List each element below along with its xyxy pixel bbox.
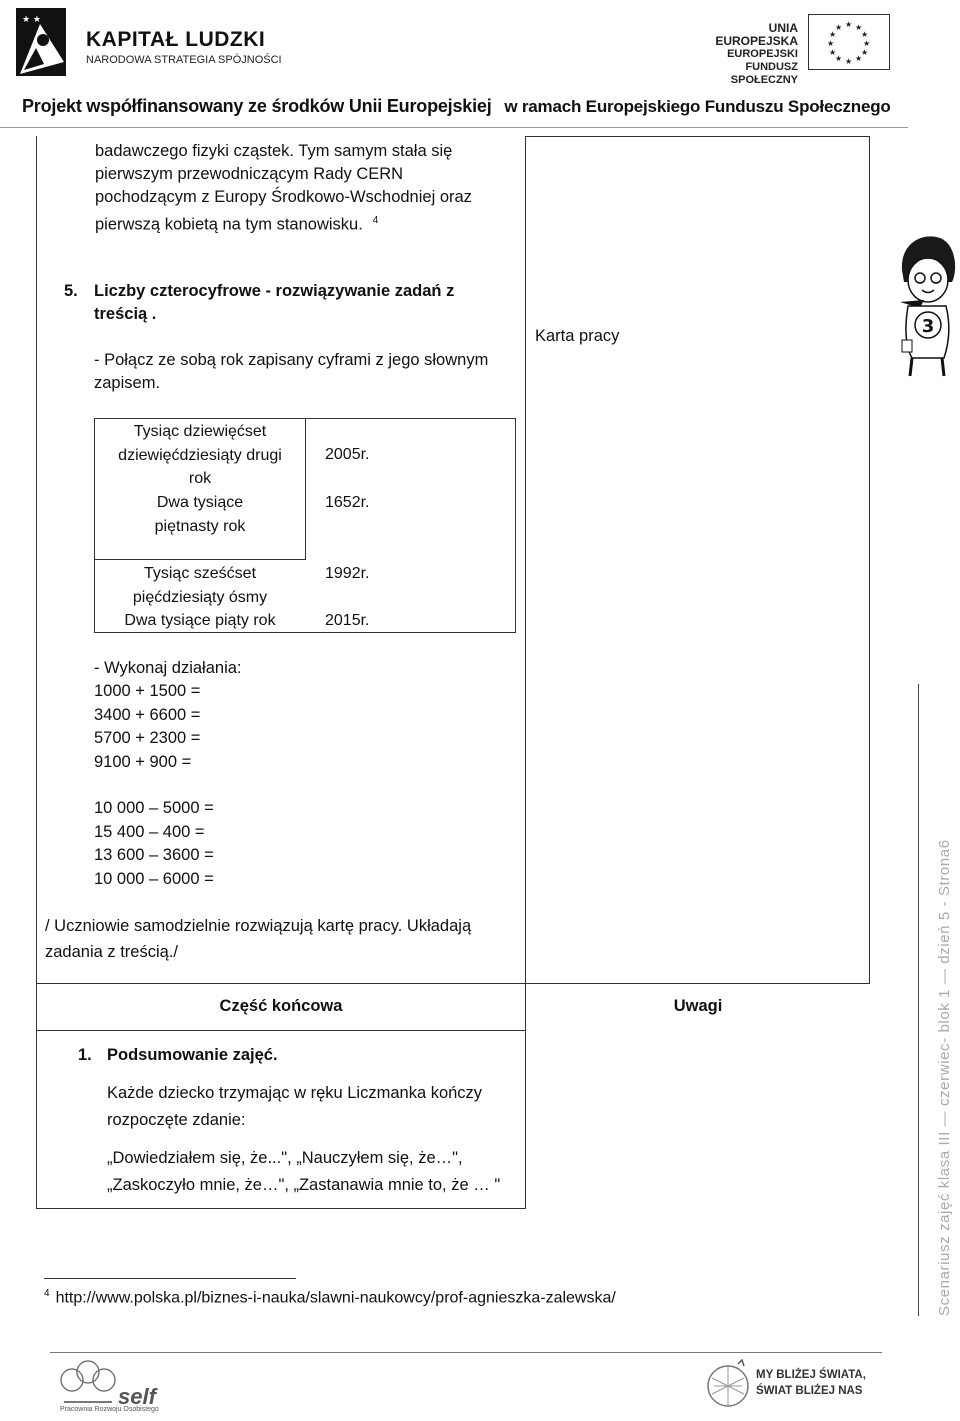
intro-line: pierwszą kobietą na tym stanowisku. $^4$ [95,215,379,234]
intro-line: pochodzącym z Europy Środkowo-Wschodniej oraz [95,188,472,206]
mb-line2: ŚWIAT BLIŻEJ NAS [756,1385,863,1397]
table-section-divider [36,983,870,984]
kl-subtitle: NARODOWA STRATEGIA SPÓJNOŚCI [86,54,282,66]
project-part1: Projekt współfinansowany ze środków Unii Europejskiej [22,96,492,116]
self-logo-caption: Pracownia Rozwoju Osobistego [60,1406,159,1413]
globe-logo-icon [704,1358,752,1414]
summary-line1: Każde dziecko trzymając w ręku Liczmanka kończy [107,1084,483,1102]
svg-text:★: ★ [861,30,869,39]
footnote-ref[interactable]: 4 [372,215,379,226]
subtraction-item: 10 000 – 5000 = [94,799,214,818]
table-left-border [36,136,37,1209]
quotes-line2: „Zaskoczyło mnie, że…", „Zastanawia mnie to, że … " [107,1176,501,1194]
table-top-border [525,136,870,137]
footer-divider [50,1352,882,1353]
mb-logo-text [756,1367,866,1399]
footnote-rule [44,1278,296,1279]
project-banner [22,96,891,117]
eu-line1: UNIA EUROPEJSKA [715,21,798,48]
svg-text:★: ★ [835,54,843,63]
intro-line: badawczego fizyki cząstek. Tym samym stała się [95,142,453,160]
note-line2: zadania z treścią./ [45,943,178,961]
eu-flag-icon [808,14,890,70]
match-word-2: Dwa tysiące piętnasty rok [154,494,246,535]
task1-line2: zapisem. [94,374,161,392]
intro-line: pierwszym przewodniczącym Rady CERN [95,165,404,183]
self-logo-text: self [118,1384,156,1409]
footnote-url[interactable]: http://www.polska.pl/biznes-i-nauka/slawni-naukowcy/prof-agnieszka-zalewska/ [55,1289,616,1307]
addition-item: 3400 + 6600 = [94,705,201,724]
summary-quotes [107,1145,525,1199]
svg-text:★: ★ [829,30,837,39]
svg-text:★: ★ [855,54,863,63]
item5-line1: Liczby czterocyfrowe - rozwiązywanie zadań z [94,282,455,300]
match-year-3: 1992r. [325,565,370,582]
kl-title: KAPITAŁ LUDZKI [86,28,266,51]
match-word-1: Tysiąc dziewięćset dziewięćdziesiąty drugi rok [118,423,282,487]
item5-line2: treścią . [94,305,157,323]
summary-title: Podsumowanie zajęć. [107,1046,278,1064]
table-bottom-border [36,1208,526,1209]
svg-text:★: ★ [827,39,835,48]
final-header-divider [36,1030,526,1031]
item5-heading [94,280,514,326]
svg-text:★: ★ [845,57,853,66]
note-line1: / Uczniowie samodzielnie rozwiązują kartę pracy. Układają [45,917,472,935]
final-section-header: Część końcowa [219,997,343,1015]
karta-pracy-label: Karta pracy [535,327,620,345]
subtraction-item: 13 600 – 3600 = [94,846,214,865]
mascot-number: 3 [921,316,935,337]
uwagi-header: Uwagi [673,997,723,1015]
summary-text [107,1080,525,1134]
summary-line2: rozpoczęte zdanie: [107,1111,246,1129]
task1-instruction [94,349,519,395]
match-word-4: Dwa tysiące piąty rok [124,612,276,629]
matching-table [94,418,516,633]
calculations [94,657,514,891]
svg-text:★: ★ [855,23,863,32]
addition-item: 5700 + 2300 = [94,729,201,748]
subtraction-item: 10 000 – 6000 = [94,869,214,888]
match-year-4: 2015r. [325,612,370,629]
intro-paragraph [95,140,515,237]
matching-table-divider [305,419,306,559]
quotes-line1: „Dowiedziałem się, że...", „Nauczyłem się, że…", [107,1149,463,1167]
svg-text:★: ★ [829,48,837,57]
footnote-number: 4 [44,1288,50,1299]
eu-line2: EUROPEJSKI [727,48,798,60]
task1-line1: - Połącz ze sobą rok zapisany cyframi z jego słownym [94,351,489,369]
addition-item: 1000 + 1500 = [94,682,201,701]
kapital-ludzki-logo [10,4,72,80]
mb-line1: MY BLIŻEJ ŚWIATA, [756,1369,866,1381]
sidebar-rule [918,684,919,1316]
eu-text [690,22,798,87]
addition-item: 9100 + 900 = [94,752,192,771]
svg-text:★: ★ [845,20,853,29]
match-year-1: 2005r. [325,446,370,463]
task2-title: - Wykonaj działania: [94,659,242,677]
subtraction-item: 15 400 – 400 = [94,822,205,841]
self-logo-icon [58,1358,118,1408]
svg-text:★: ★ [861,48,869,57]
matching-table-row-rule [95,559,306,560]
table-right-border [869,136,870,984]
svg-text:★: ★ [863,39,871,48]
summary-number: 1. [78,1046,92,1064]
eu-line3: FUNDUSZ SPOŁECZNY [730,61,798,86]
svg-text:★: ★ [835,23,843,32]
match-year-2: 1652r. [325,494,370,511]
header-divider [0,127,908,128]
match-word-3: Tysiąc sześćset pięćdziesiąty ósmy [132,565,268,606]
item5-number: 5. [64,282,78,300]
sidebar-caption: Scenariusz zajęć klasa III — czerwiec- blok 1 — dzień 5 - Strona6 [936,839,953,1316]
students-note [45,913,523,965]
svg-text:★ ★: ★ ★ [22,15,41,25]
table-middle-border [525,136,526,1209]
footnote [44,1288,616,1307]
mascot-girl-icon [894,230,960,380]
project-part2: w ramach Europejskiego Funduszu Społecznego [504,97,891,116]
